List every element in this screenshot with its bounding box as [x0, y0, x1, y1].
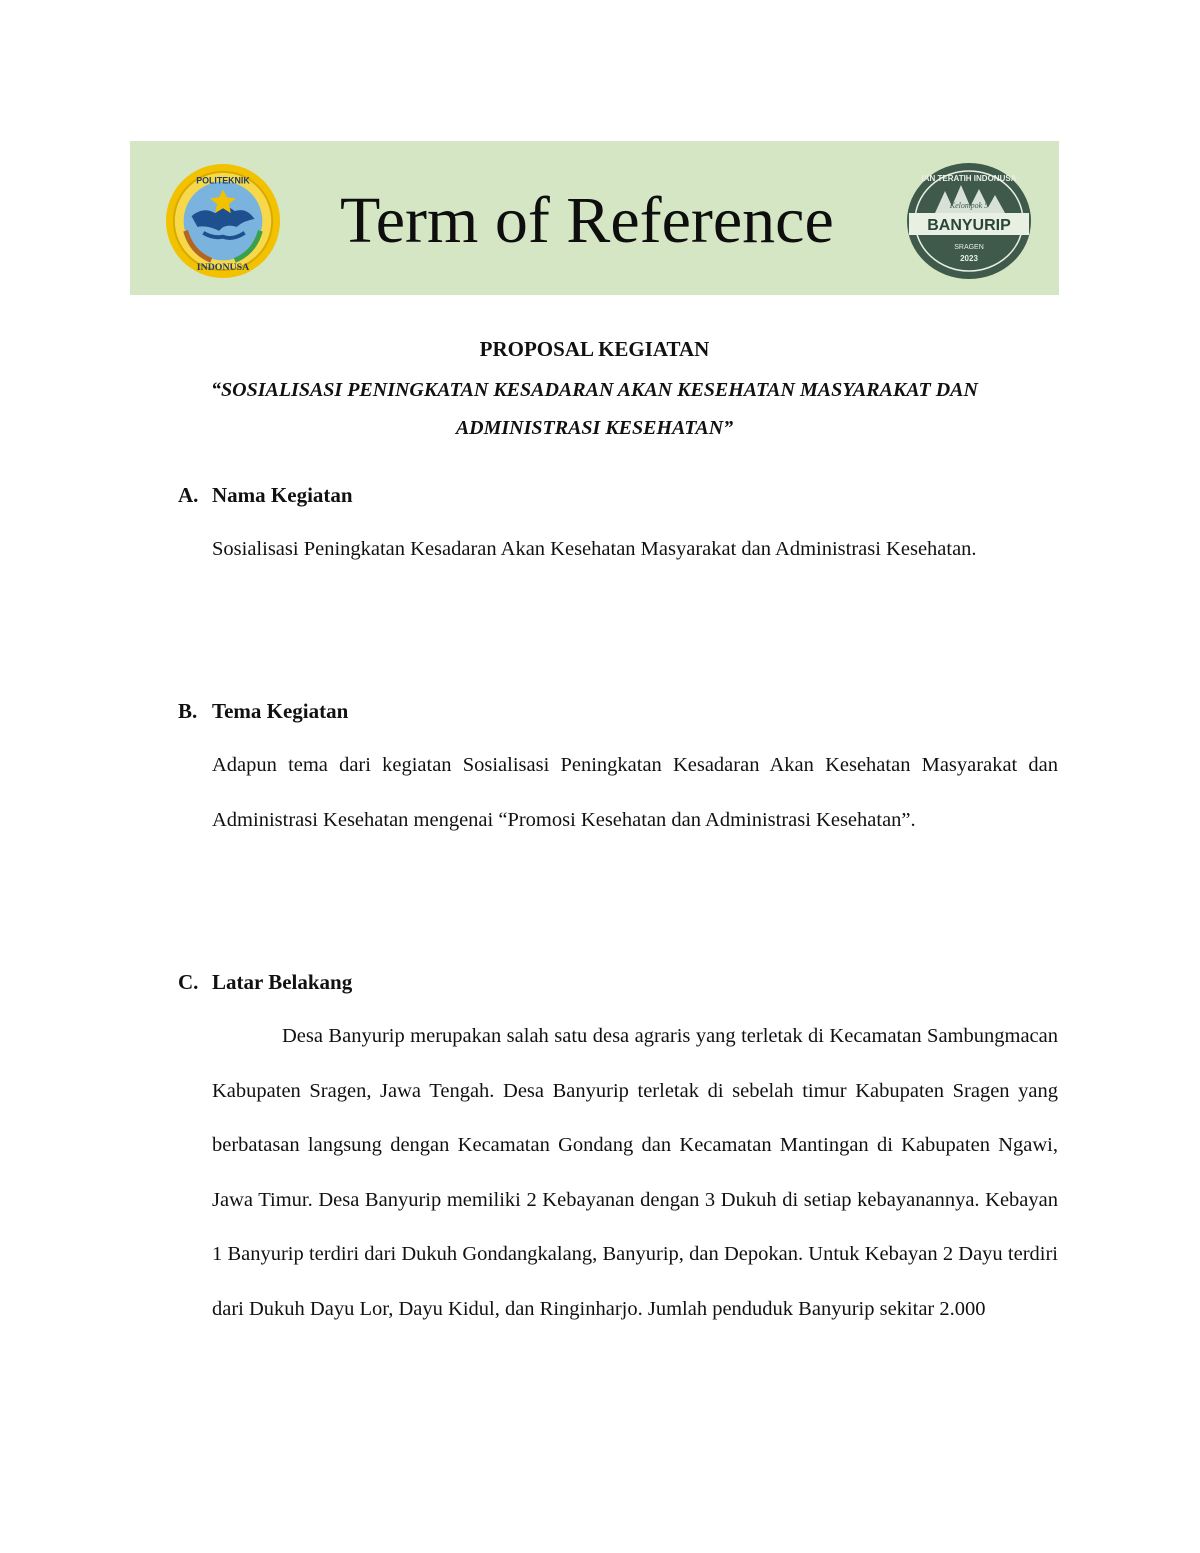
section-letter: B. — [178, 699, 198, 723]
svg-text:2023: 2023 — [960, 254, 978, 263]
section-c-heading — [178, 970, 352, 995]
section-letter: C. — [178, 970, 199, 994]
section-title: Nama Kegiatan — [212, 483, 353, 507]
header-banner — [130, 141, 1059, 295]
svg-text:BANYURIP: BANYURIP — [927, 217, 1011, 234]
paragraph: Adapun tema dari kegiatan Sosialisasi Peningkatan Kesadaran Akan Kesehatan Masyarakat dan Administrasi Kesehatan mengenai “Promosi Kesehatan dan Administrasi Kesehatan”. — [212, 754, 1058, 831]
svg-text:SRAGEN: SRAGEN — [954, 244, 984, 251]
document-subtitle-line1: “SOSIALISASI PENINGKATAN KESADARAN AKAN KESEHATAN MASYARAKAT DAN — [211, 379, 978, 401]
section-a-text — [212, 522, 1058, 577]
document-heading: PROPOSAL KEGIATAN — [479, 337, 710, 361]
paragraph: Sosialisasi Peningkatan Kesadaran Akan Kesehatan Masyarakat dan Administrasi Kesehatan. — [212, 538, 977, 560]
kkn-banyurip-logo — [905, 161, 1033, 281]
svg-text:Kelompok 5: Kelompok 5 — [949, 201, 989, 210]
banner-title: Term of Reference — [340, 184, 834, 257]
section-b-heading — [178, 699, 348, 724]
section-title: Latar Belakang — [212, 970, 353, 994]
svg-text:INDONUSA: INDONUSA — [196, 262, 250, 274]
section-a-heading — [178, 483, 353, 508]
politeknik-indonusa-logo — [164, 162, 282, 280]
section-b-text — [212, 738, 1058, 847]
section-c-text — [212, 1009, 1058, 1336]
svg-text:IAN TERATIH INDONUSA: IAN TERATIH INDONUSA — [921, 174, 1017, 183]
svg-text:POLITEKNIK: POLITEKNIK — [196, 175, 250, 186]
section-letter: A. — [178, 483, 199, 507]
paragraph: Desa Banyurip merupakan salah satu desa agraris yang terletak di Kecamatan Sambungmacan Kabupaten Sragen, Jawa Tengah. Desa Banyurip terletak di sebelah timur Kabupaten Sragen yang berbatasan langsung dengan Kecamatan Gondang dan Kecamatan Mantingan di Kabupaten Ngawi, Jawa Timur. Desa Banyurip memiliki 2 Kebayanan dengan 3 Dukuh di setiap kebayanannya. Kebayan 1 Banyurip terdiri dari Dukuh Gondangkalang, Banyurip, dan Depokan. Untuk Kebayan 2 Dayu terdiri dari Dukuh Dayu Lor, Dayu Kidul, dan Ringinharjo. Jumlah penduduk Banyurip sekitar 2.000 — [212, 1025, 1058, 1320]
document-subtitle-line2: ADMINISTRASI KESEHATAN” — [455, 417, 734, 439]
section-title: Tema Kegiatan — [212, 699, 349, 723]
